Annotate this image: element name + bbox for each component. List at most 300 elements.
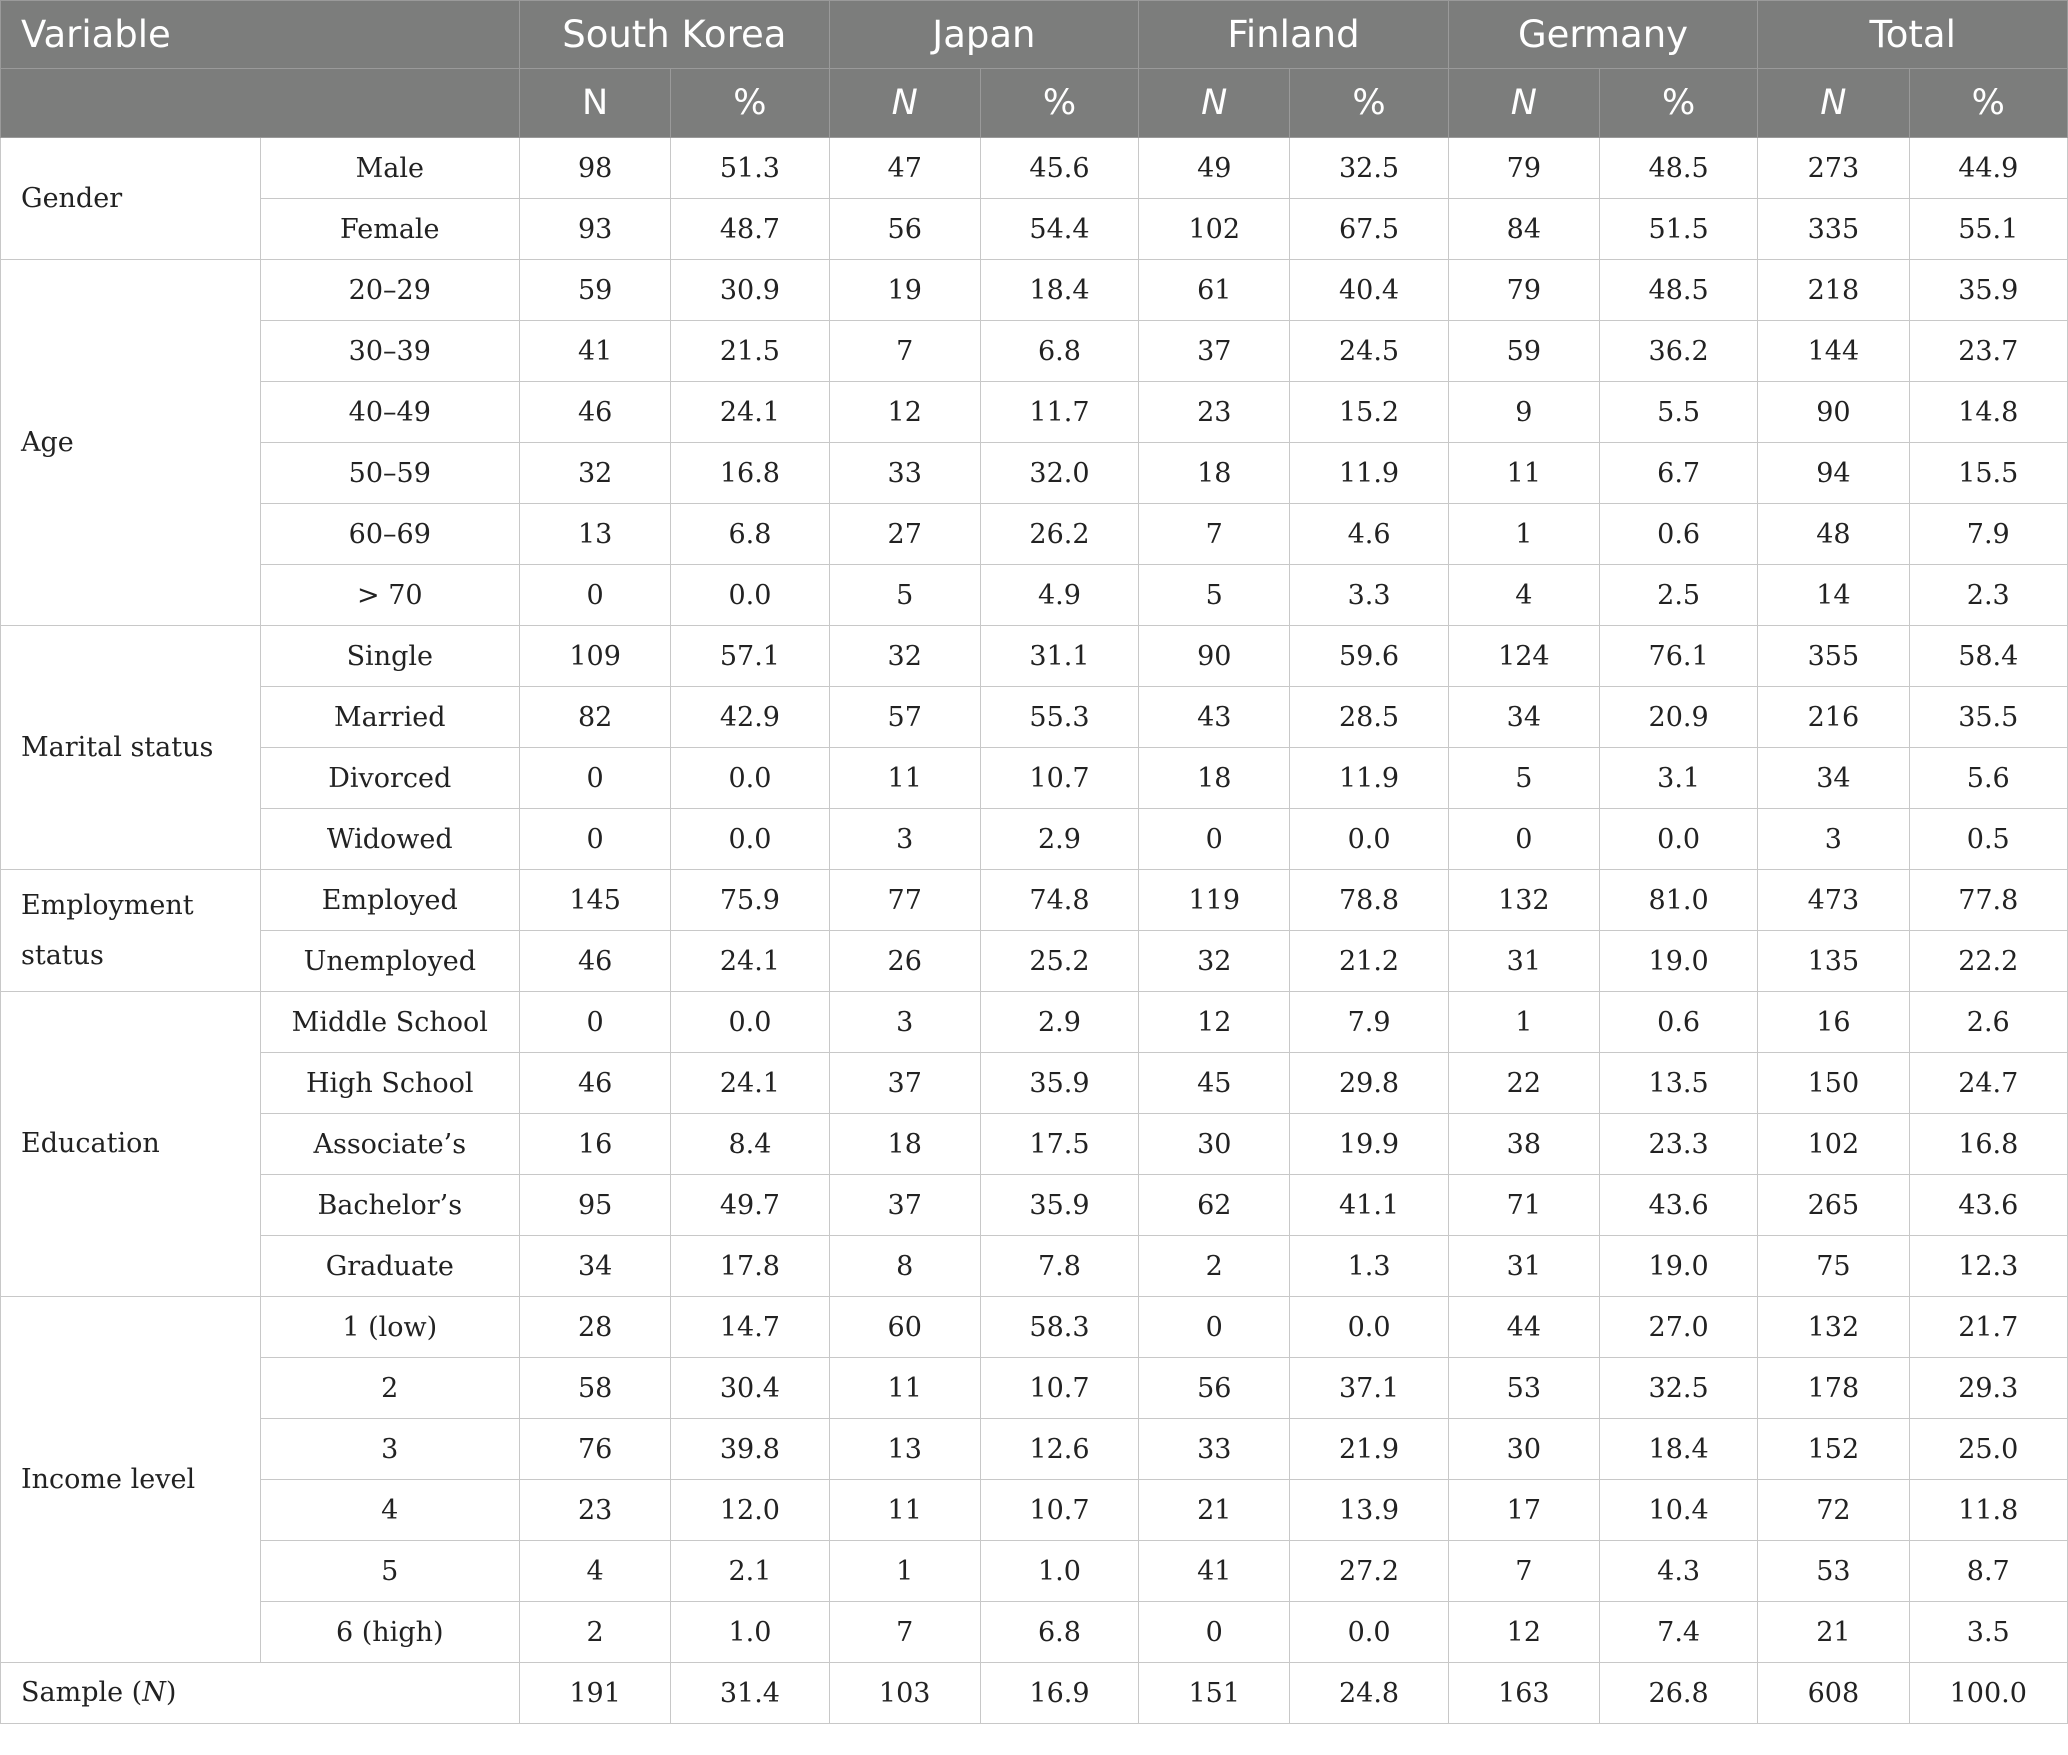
percent-cell: 11.7 bbox=[980, 382, 1138, 443]
percent-cell: 11.9 bbox=[1290, 443, 1448, 504]
percent-cell: 10.7 bbox=[980, 1480, 1138, 1541]
table-row bbox=[1, 931, 2068, 992]
count-cell: 33 bbox=[1139, 1419, 1290, 1480]
percent-cell: 0.6 bbox=[1599, 992, 1757, 1053]
count-cell: 31 bbox=[1448, 1236, 1599, 1297]
percent-cell: 54.4 bbox=[980, 199, 1138, 260]
percent-cell: 43.6 bbox=[1909, 1175, 2068, 1236]
count-cell: 56 bbox=[829, 199, 980, 260]
count-cell: 218 bbox=[1758, 260, 1909, 321]
count-cell: 47 bbox=[829, 138, 980, 199]
count-cell: 17 bbox=[1448, 1480, 1599, 1541]
table-row bbox=[1, 199, 2068, 260]
count-cell: 7 bbox=[1139, 504, 1290, 565]
percent-cell: 8.4 bbox=[671, 1114, 829, 1175]
count-cell: 0 bbox=[520, 809, 671, 870]
table-row bbox=[1, 1053, 2068, 1114]
count-cell: 32 bbox=[520, 443, 671, 504]
country-header-total: Total bbox=[1758, 1, 2068, 69]
count-cell: 46 bbox=[520, 382, 671, 443]
percent-cell: 14.8 bbox=[1909, 382, 2068, 443]
count-cell: 102 bbox=[1758, 1114, 1909, 1175]
percent-cell: 4.9 bbox=[980, 565, 1138, 626]
percent-cell: 25.0 bbox=[1909, 1419, 2068, 1480]
category-label: 1 (low) bbox=[260, 1297, 520, 1358]
percent-cell: 12.3 bbox=[1909, 1236, 2068, 1297]
percent-cell: 21.7 bbox=[1909, 1297, 2068, 1358]
percent-cell: 6.8 bbox=[980, 1602, 1138, 1663]
percent-cell: 36.2 bbox=[1599, 321, 1757, 382]
pct-header: % bbox=[1290, 69, 1448, 138]
blank-header-cell bbox=[1, 69, 520, 138]
count-cell: 60 bbox=[829, 1297, 980, 1358]
count-cell: 71 bbox=[1448, 1175, 1599, 1236]
percent-cell: 32.5 bbox=[1290, 138, 1448, 199]
percent-cell: 41.1 bbox=[1290, 1175, 1448, 1236]
category-label: 30–39 bbox=[260, 321, 520, 382]
percent-cell: 7.9 bbox=[1290, 992, 1448, 1053]
percent-cell: 23.3 bbox=[1599, 1114, 1757, 1175]
count-cell: 18 bbox=[829, 1114, 980, 1175]
percent-cell: 19.9 bbox=[1290, 1114, 1448, 1175]
percent-cell: 7.8 bbox=[980, 1236, 1138, 1297]
variable-name: Employment status bbox=[1, 870, 261, 992]
table-row bbox=[1, 138, 2068, 199]
count-cell: 273 bbox=[1758, 138, 1909, 199]
count-cell: 11 bbox=[829, 1358, 980, 1419]
count-cell: 3 bbox=[1758, 809, 1909, 870]
count-cell: 38 bbox=[1448, 1114, 1599, 1175]
category-label: 3 bbox=[260, 1419, 520, 1480]
count-cell: 2 bbox=[1139, 1236, 1290, 1297]
count-cell: 48 bbox=[1758, 504, 1909, 565]
category-label: 20–29 bbox=[260, 260, 520, 321]
percent-cell: 3.3 bbox=[1290, 565, 1448, 626]
percent-cell: 48.5 bbox=[1599, 260, 1757, 321]
count-cell: 28 bbox=[520, 1297, 671, 1358]
category-label: 40–49 bbox=[260, 382, 520, 443]
percent-cell: 10.7 bbox=[980, 1358, 1138, 1419]
category-label: High School bbox=[260, 1053, 520, 1114]
percent-cell: 74.8 bbox=[980, 870, 1138, 931]
percent-cell: 26.2 bbox=[980, 504, 1138, 565]
count-cell: 102 bbox=[1139, 199, 1290, 260]
count-cell: 32 bbox=[829, 626, 980, 687]
count-cell: 18 bbox=[1139, 443, 1290, 504]
percent-cell: 48.5 bbox=[1599, 138, 1757, 199]
count-cell: 72 bbox=[1758, 1480, 1909, 1541]
sample-row bbox=[1, 1663, 2068, 1724]
count-cell: 37 bbox=[1139, 321, 1290, 382]
n-header: N bbox=[1448, 69, 1599, 138]
count-cell: 77 bbox=[829, 870, 980, 931]
count-cell: 4 bbox=[1448, 565, 1599, 626]
table-row bbox=[1, 748, 2068, 809]
variable-name: Gender bbox=[1, 138, 261, 260]
table-header bbox=[1, 1, 2068, 138]
percent-cell: 21.9 bbox=[1290, 1419, 1448, 1480]
percent-cell: 15.2 bbox=[1290, 382, 1448, 443]
percent-cell: 15.5 bbox=[1909, 443, 2068, 504]
count-cell: 1 bbox=[1448, 504, 1599, 565]
percent-cell: 19.0 bbox=[1599, 1236, 1757, 1297]
count-cell: 53 bbox=[1448, 1358, 1599, 1419]
percent-cell: 78.8 bbox=[1290, 870, 1448, 931]
n-header: N bbox=[829, 69, 980, 138]
percent-cell: 19.0 bbox=[1599, 931, 1757, 992]
table-row bbox=[1, 626, 2068, 687]
count-cell: 13 bbox=[520, 504, 671, 565]
category-label: 60–69 bbox=[260, 504, 520, 565]
percent-cell: 57.1 bbox=[671, 626, 829, 687]
percent-cell: 44.9 bbox=[1909, 138, 2068, 199]
count-cell: 75 bbox=[1758, 1236, 1909, 1297]
count-cell: 43 bbox=[1139, 687, 1290, 748]
count-cell: 355 bbox=[1758, 626, 1909, 687]
count-cell: 7 bbox=[1448, 1541, 1599, 1602]
percent-cell: 2.6 bbox=[1909, 992, 2068, 1053]
percent-cell: 1.3 bbox=[1290, 1236, 1448, 1297]
count-cell: 27 bbox=[829, 504, 980, 565]
count-cell: 109 bbox=[520, 626, 671, 687]
count-cell: 1 bbox=[1448, 992, 1599, 1053]
percent-cell: 10.4 bbox=[1599, 1480, 1757, 1541]
sample-percent-cell: 26.8 bbox=[1599, 1663, 1757, 1724]
count-cell: 21 bbox=[1758, 1602, 1909, 1663]
country-header-south-korea: South Korea bbox=[520, 1, 830, 69]
table-row bbox=[1, 992, 2068, 1053]
count-cell: 90 bbox=[1139, 626, 1290, 687]
count-cell: 124 bbox=[1448, 626, 1599, 687]
table-body bbox=[1, 138, 2068, 1724]
count-cell: 32 bbox=[1139, 931, 1290, 992]
percent-cell: 58.3 bbox=[980, 1297, 1138, 1358]
table-row bbox=[1, 1114, 2068, 1175]
sample-percent-cell: 31.4 bbox=[671, 1663, 829, 1724]
percent-cell: 58.4 bbox=[1909, 626, 2068, 687]
count-cell: 41 bbox=[1139, 1541, 1290, 1602]
percent-cell: 0.0 bbox=[671, 992, 829, 1053]
sample-count-cell: 151 bbox=[1139, 1663, 1290, 1724]
table-row bbox=[1, 565, 2068, 626]
category-label: > 70 bbox=[260, 565, 520, 626]
count-cell: 0 bbox=[520, 992, 671, 1053]
percent-cell: 0.0 bbox=[1290, 1602, 1448, 1663]
count-cell: 95 bbox=[520, 1175, 671, 1236]
percent-cell: 12.0 bbox=[671, 1480, 829, 1541]
n-header: N bbox=[1758, 69, 1909, 138]
category-label: Single bbox=[260, 626, 520, 687]
percent-cell: 31.1 bbox=[980, 626, 1138, 687]
sample-percent-cell: 16.9 bbox=[980, 1663, 1138, 1724]
table-row bbox=[1, 1419, 2068, 1480]
count-cell: 11 bbox=[1448, 443, 1599, 504]
count-cell: 12 bbox=[1448, 1602, 1599, 1663]
count-cell: 335 bbox=[1758, 199, 1909, 260]
count-cell: 61 bbox=[1139, 260, 1290, 321]
category-label: Middle School bbox=[260, 992, 520, 1053]
count-cell: 7 bbox=[829, 321, 980, 382]
percent-cell: 22.2 bbox=[1909, 931, 2068, 992]
percent-cell: 39.8 bbox=[671, 1419, 829, 1480]
percent-cell: 12.6 bbox=[980, 1419, 1138, 1480]
variable-header: Variable bbox=[1, 1, 520, 69]
count-cell: 5 bbox=[1139, 565, 1290, 626]
count-cell: 8 bbox=[829, 1236, 980, 1297]
table-row bbox=[1, 1602, 2068, 1663]
percent-cell: 6.8 bbox=[671, 504, 829, 565]
count-cell: 11 bbox=[829, 1480, 980, 1541]
percent-cell: 30.9 bbox=[671, 260, 829, 321]
percent-cell: 7.4 bbox=[1599, 1602, 1757, 1663]
percent-cell: 76.1 bbox=[1599, 626, 1757, 687]
count-cell: 37 bbox=[829, 1175, 980, 1236]
percent-cell: 24.7 bbox=[1909, 1053, 2068, 1114]
sample-percent-cell: 24.8 bbox=[1290, 1663, 1448, 1724]
percent-cell: 2.9 bbox=[980, 809, 1138, 870]
count-cell: 12 bbox=[829, 382, 980, 443]
percent-cell: 27.0 bbox=[1599, 1297, 1757, 1358]
count-cell: 19 bbox=[829, 260, 980, 321]
count-cell: 16 bbox=[1758, 992, 1909, 1053]
percent-cell: 16.8 bbox=[1909, 1114, 2068, 1175]
count-cell: 5 bbox=[829, 565, 980, 626]
sample-count-cell: 608 bbox=[1758, 1663, 1909, 1724]
sample-label-close: ) bbox=[165, 1677, 177, 1708]
count-cell: 13 bbox=[829, 1419, 980, 1480]
category-label: Widowed bbox=[260, 809, 520, 870]
percent-cell: 27.2 bbox=[1290, 1541, 1448, 1602]
count-cell: 59 bbox=[1448, 321, 1599, 382]
count-cell: 34 bbox=[1758, 748, 1909, 809]
percent-cell: 32.5 bbox=[1599, 1358, 1757, 1419]
count-cell: 119 bbox=[1139, 870, 1290, 931]
count-cell: 216 bbox=[1758, 687, 1909, 748]
percent-cell: 7.9 bbox=[1909, 504, 2068, 565]
variable-name: Education bbox=[1, 992, 261, 1297]
category-label: Employed bbox=[260, 870, 520, 931]
count-cell: 30 bbox=[1139, 1114, 1290, 1175]
percent-cell: 0.6 bbox=[1599, 504, 1757, 565]
count-cell: 0 bbox=[520, 748, 671, 809]
count-cell: 1 bbox=[829, 1541, 980, 1602]
sample-label bbox=[1, 1663, 520, 1724]
count-cell: 16 bbox=[520, 1114, 671, 1175]
percent-cell: 18.4 bbox=[1599, 1419, 1757, 1480]
percent-cell: 0.0 bbox=[671, 748, 829, 809]
percent-cell: 75.9 bbox=[671, 870, 829, 931]
table-row bbox=[1, 1175, 2068, 1236]
percent-cell: 24.5 bbox=[1290, 321, 1448, 382]
percent-cell: 11.8 bbox=[1909, 1480, 2068, 1541]
count-cell: 31 bbox=[1448, 931, 1599, 992]
table-row bbox=[1, 1236, 2068, 1297]
count-cell: 21 bbox=[1139, 1480, 1290, 1541]
percent-cell: 10.7 bbox=[980, 748, 1138, 809]
percent-cell: 1.0 bbox=[980, 1541, 1138, 1602]
count-cell: 2 bbox=[520, 1602, 671, 1663]
category-label: Associate’s bbox=[260, 1114, 520, 1175]
count-cell: 144 bbox=[1758, 321, 1909, 382]
percent-cell: 5.6 bbox=[1909, 748, 2068, 809]
count-cell: 18 bbox=[1139, 748, 1290, 809]
count-cell: 473 bbox=[1758, 870, 1909, 931]
count-cell: 37 bbox=[829, 1053, 980, 1114]
count-cell: 57 bbox=[829, 687, 980, 748]
percent-cell: 49.7 bbox=[671, 1175, 829, 1236]
percent-cell: 24.1 bbox=[671, 382, 829, 443]
percent-cell: 1.0 bbox=[671, 1602, 829, 1663]
category-label: Graduate bbox=[260, 1236, 520, 1297]
count-cell: 132 bbox=[1448, 870, 1599, 931]
count-cell: 90 bbox=[1758, 382, 1909, 443]
category-label: Female bbox=[260, 199, 520, 260]
percent-cell: 35.9 bbox=[1909, 260, 2068, 321]
percent-cell: 35.9 bbox=[980, 1053, 1138, 1114]
percent-cell: 42.9 bbox=[671, 687, 829, 748]
percent-cell: 59.6 bbox=[1290, 626, 1448, 687]
percent-cell: 0.0 bbox=[1290, 1297, 1448, 1358]
percent-cell: 20.9 bbox=[1599, 687, 1757, 748]
count-cell: 12 bbox=[1139, 992, 1290, 1053]
percent-cell: 55.1 bbox=[1909, 199, 2068, 260]
percent-cell: 43.6 bbox=[1599, 1175, 1757, 1236]
percent-cell: 37.1 bbox=[1290, 1358, 1448, 1419]
count-cell: 44 bbox=[1448, 1297, 1599, 1358]
table-row bbox=[1, 443, 2068, 504]
percent-cell: 17.8 bbox=[671, 1236, 829, 1297]
count-cell: 84 bbox=[1448, 199, 1599, 260]
percent-cell: 21.5 bbox=[671, 321, 829, 382]
percent-cell: 13.5 bbox=[1599, 1053, 1757, 1114]
table-row bbox=[1, 687, 2068, 748]
count-cell: 5 bbox=[1448, 748, 1599, 809]
category-label: 5 bbox=[260, 1541, 520, 1602]
variable-name: Age bbox=[1, 260, 261, 626]
percent-cell: 18.4 bbox=[980, 260, 1138, 321]
percent-cell: 29.8 bbox=[1290, 1053, 1448, 1114]
percent-cell: 67.5 bbox=[1290, 199, 1448, 260]
percent-cell: 32.0 bbox=[980, 443, 1138, 504]
variable-name: Income level bbox=[1, 1297, 261, 1663]
sample-count-cell: 103 bbox=[829, 1663, 980, 1724]
count-cell: 152 bbox=[1758, 1419, 1909, 1480]
count-cell: 34 bbox=[520, 1236, 671, 1297]
count-cell: 41 bbox=[520, 321, 671, 382]
count-cell: 23 bbox=[520, 1480, 671, 1541]
count-cell: 58 bbox=[520, 1358, 671, 1419]
country-header-finland: Finland bbox=[1139, 1, 1449, 69]
percent-cell: 25.2 bbox=[980, 931, 1138, 992]
count-cell: 0 bbox=[1139, 1602, 1290, 1663]
percent-cell: 24.1 bbox=[671, 1053, 829, 1114]
percent-cell: 2.5 bbox=[1599, 565, 1757, 626]
percent-cell: 16.8 bbox=[671, 443, 829, 504]
percent-cell: 13.9 bbox=[1290, 1480, 1448, 1541]
count-cell: 26 bbox=[829, 931, 980, 992]
percent-cell: 0.0 bbox=[1599, 809, 1757, 870]
sample-percent-cell: 100.0 bbox=[1909, 1663, 2068, 1724]
count-cell: 135 bbox=[1758, 931, 1909, 992]
percent-cell: 45.6 bbox=[980, 138, 1138, 199]
count-cell: 9 bbox=[1448, 382, 1599, 443]
count-cell: 98 bbox=[520, 138, 671, 199]
count-cell: 94 bbox=[1758, 443, 1909, 504]
table-row bbox=[1, 504, 2068, 565]
percent-cell: 11.9 bbox=[1290, 748, 1448, 809]
sample-label-n: N bbox=[142, 1677, 166, 1708]
count-cell: 23 bbox=[1139, 382, 1290, 443]
percent-cell: 77.8 bbox=[1909, 870, 2068, 931]
percent-cell: 4.6 bbox=[1290, 504, 1448, 565]
count-cell: 79 bbox=[1448, 138, 1599, 199]
percent-cell: 28.5 bbox=[1290, 687, 1448, 748]
table-row bbox=[1, 870, 2068, 931]
percent-cell: 2.9 bbox=[980, 992, 1138, 1053]
count-cell: 46 bbox=[520, 931, 671, 992]
percent-cell: 14.7 bbox=[671, 1297, 829, 1358]
count-cell: 132 bbox=[1758, 1297, 1909, 1358]
percent-cell: 48.7 bbox=[671, 199, 829, 260]
category-label: Unemployed bbox=[260, 931, 520, 992]
variable-name: Marital status bbox=[1, 626, 261, 870]
country-header-germany: Germany bbox=[1448, 1, 1758, 69]
sample-count-cell: 191 bbox=[520, 1663, 671, 1724]
table-row bbox=[1, 1480, 2068, 1541]
pct-header: % bbox=[980, 69, 1138, 138]
percent-cell: 51.5 bbox=[1599, 199, 1757, 260]
n-header: N bbox=[1139, 69, 1290, 138]
count-cell: 46 bbox=[520, 1053, 671, 1114]
country-header-japan: Japan bbox=[829, 1, 1139, 69]
n-header: N bbox=[520, 69, 671, 138]
percent-cell: 0.0 bbox=[671, 809, 829, 870]
count-cell: 30 bbox=[1448, 1419, 1599, 1480]
category-label: 6 (high) bbox=[260, 1602, 520, 1663]
percent-cell: 0.5 bbox=[1909, 809, 2068, 870]
count-cell: 56 bbox=[1139, 1358, 1290, 1419]
percent-cell: 2.3 bbox=[1909, 565, 2068, 626]
table-row bbox=[1, 809, 2068, 870]
count-cell: 145 bbox=[520, 870, 671, 931]
header-row-measures bbox=[1, 69, 2068, 138]
count-cell: 14 bbox=[1758, 565, 1909, 626]
category-label: Bachelor’s bbox=[260, 1175, 520, 1236]
percent-cell: 5.5 bbox=[1599, 382, 1757, 443]
count-cell: 34 bbox=[1448, 687, 1599, 748]
percent-cell: 51.3 bbox=[671, 138, 829, 199]
count-cell: 79 bbox=[1448, 260, 1599, 321]
category-label: Divorced bbox=[260, 748, 520, 809]
percent-cell: 81.0 bbox=[1599, 870, 1757, 931]
count-cell: 22 bbox=[1448, 1053, 1599, 1114]
sample-label-text: Sample ( bbox=[21, 1677, 143, 1708]
percent-cell: 3.5 bbox=[1909, 1602, 2068, 1663]
count-cell: 7 bbox=[829, 1602, 980, 1663]
category-label: 50–59 bbox=[260, 443, 520, 504]
count-cell: 265 bbox=[1758, 1175, 1909, 1236]
percent-cell: 4.3 bbox=[1599, 1541, 1757, 1602]
percent-cell: 17.5 bbox=[980, 1114, 1138, 1175]
percent-cell: 40.4 bbox=[1290, 260, 1448, 321]
count-cell: 33 bbox=[829, 443, 980, 504]
pct-header: % bbox=[1909, 69, 2068, 138]
table-row bbox=[1, 260, 2068, 321]
count-cell: 53 bbox=[1758, 1541, 1909, 1602]
count-cell: 178 bbox=[1758, 1358, 1909, 1419]
percent-cell: 6.8 bbox=[980, 321, 1138, 382]
percent-cell: 0.0 bbox=[671, 565, 829, 626]
